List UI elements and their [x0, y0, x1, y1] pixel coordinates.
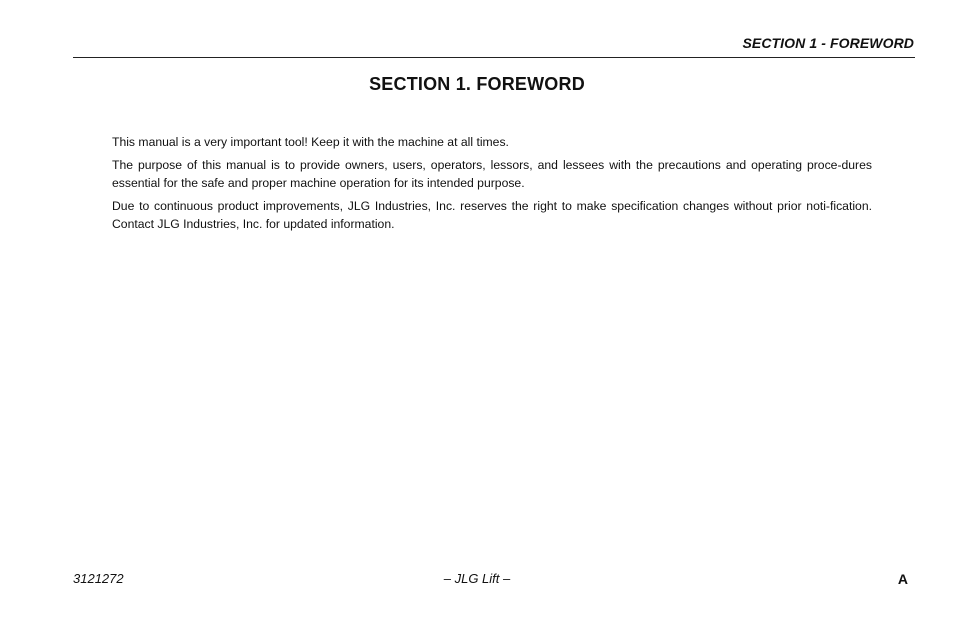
header-divider	[73, 57, 915, 58]
body-paragraph: Due to continuous product improvements, JLG Industries, Inc. reserves the right to make specification changes without prior noti-fication. Contact JLG Industries, Inc. for updated information.	[112, 199, 872, 231]
section-title: SECTION 1. FOREWORD	[369, 74, 585, 94]
body-paragraph: The purpose of this manual is to provide owners, users, operators, lessors, and lessees with the precautions and operating proce-dures essential for the safe and proper machine operation for its intended purpose.	[112, 158, 872, 190]
footer-page-label: A	[897, 571, 908, 587]
running-header: SECTION 1 - FOREWORD	[742, 35, 914, 51]
footer-doc-number: 3121272	[73, 571, 124, 586]
body-text	[112, 133, 872, 238]
footer-center-text: – JLG Lift –	[443, 571, 511, 586]
body-paragraph: This manual is a very important tool! Keep it with the machine at all times.	[112, 135, 509, 149]
